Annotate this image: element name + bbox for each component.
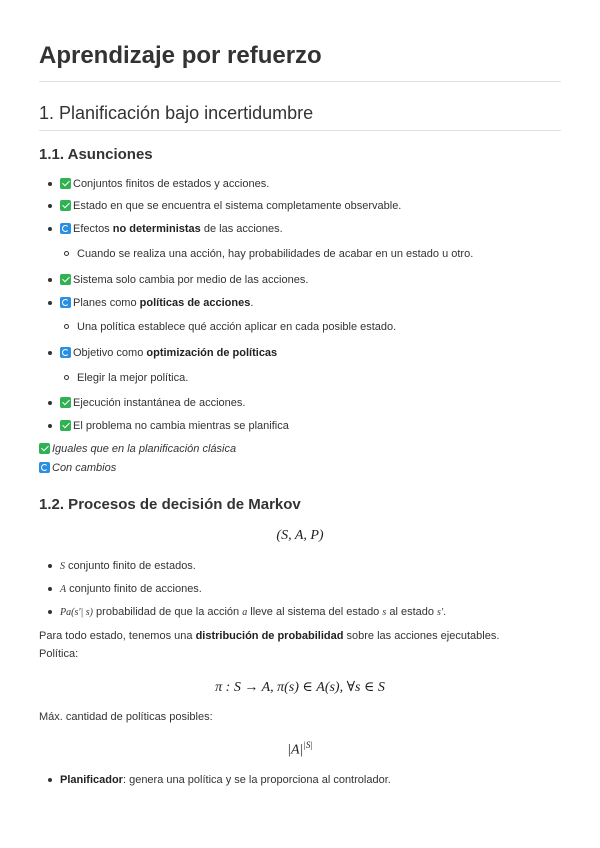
bullet: [64, 324, 69, 329]
list-subitem: Cuando se realiza una acción, hay probabilidades de acabar en un estado u otro.: [77, 247, 473, 261]
policy-formula: π : S → A, π(s) ∈ A(s), ∀s ∈ S: [215, 680, 385, 695]
refresh-icon: [39, 462, 50, 473]
list-item: Sistema solo cambia por medio de las acciones.: [60, 273, 308, 287]
check-icon: [60, 274, 71, 285]
check-icon: [60, 420, 71, 431]
bullet: [48, 204, 52, 208]
list-item: Ejecución instantánea de acciones.: [60, 396, 245, 410]
list-item: A conjunto finito de acciones.: [60, 582, 202, 597]
policy-count-formula: $|A|^{|S|}$: [287, 740, 313, 758]
section-heading-1: 1. Planificación bajo incertidumbre: [39, 103, 314, 123]
refresh-icon: [60, 297, 71, 308]
list-item: Conjuntos finitos de estados y acciones.: [60, 177, 269, 191]
list-item: Planes como políticas de acciones.: [60, 296, 253, 310]
bullet: [48, 351, 52, 355]
refresh-icon: [60, 347, 71, 358]
list-item: Estado en que se encuentra el sistema completamente observable.: [60, 199, 401, 213]
list-item: Pa(s′| s) probabilidad de que la acción a lleve al sistema del estado s al estado s′.: [60, 605, 446, 620]
bullet: [48, 401, 52, 405]
check-icon: [60, 178, 71, 189]
paragraph-policy-count: Máx. cantidad de políticas posibles:: [39, 711, 213, 723]
paragraph-distribution: Para todo estado, tenemos una distribución de probabilidad sobre las acciones ejecutables.: [39, 630, 500, 642]
mdp-tuple: (S, A, P): [276, 528, 324, 543]
check-icon: [60, 397, 71, 408]
bullet: [64, 251, 69, 256]
legend-changed: Con cambios: [39, 462, 116, 474]
bullet: [48, 778, 52, 782]
subsection-heading-1-2: 1.2. Procesos de decisión de Markov: [39, 496, 301, 513]
bullet: [48, 587, 52, 591]
bullet: [48, 424, 52, 428]
check-icon: [60, 200, 71, 211]
bullet: [48, 564, 52, 568]
list-subitem: Elegir la mejor política.: [77, 371, 188, 385]
bullet: [48, 301, 52, 305]
legend-same: Iguales que en la planificación clásica: [39, 443, 236, 455]
list-item: Efectos no deterministas de las acciones.: [60, 222, 283, 236]
paragraph-policy-label: Política:: [39, 648, 79, 660]
list-subitem: Una política establece qué acción aplicar en cada posible estado.: [77, 320, 396, 334]
section-divider: [39, 130, 561, 131]
check-icon: [39, 443, 50, 454]
list-item: Planificador: genera una política y se la proporciona al controlador.: [60, 773, 391, 787]
bullet: [48, 227, 52, 231]
list-item: El problema no cambia mientras se planifica: [60, 419, 289, 433]
bullet: [48, 610, 52, 614]
refresh-icon: [60, 223, 71, 234]
bullet: [64, 375, 69, 380]
title-divider: [39, 81, 561, 82]
bullet: [48, 182, 52, 186]
list-item: Objetivo como optimización de políticas: [60, 346, 277, 360]
page-title: Aprendizaje por refuerzo: [39, 42, 322, 69]
bullet: [48, 278, 52, 282]
list-item: S conjunto finito de estados.: [60, 559, 196, 574]
subsection-heading-1-1: 1.1. Asunciones: [39, 146, 153, 163]
